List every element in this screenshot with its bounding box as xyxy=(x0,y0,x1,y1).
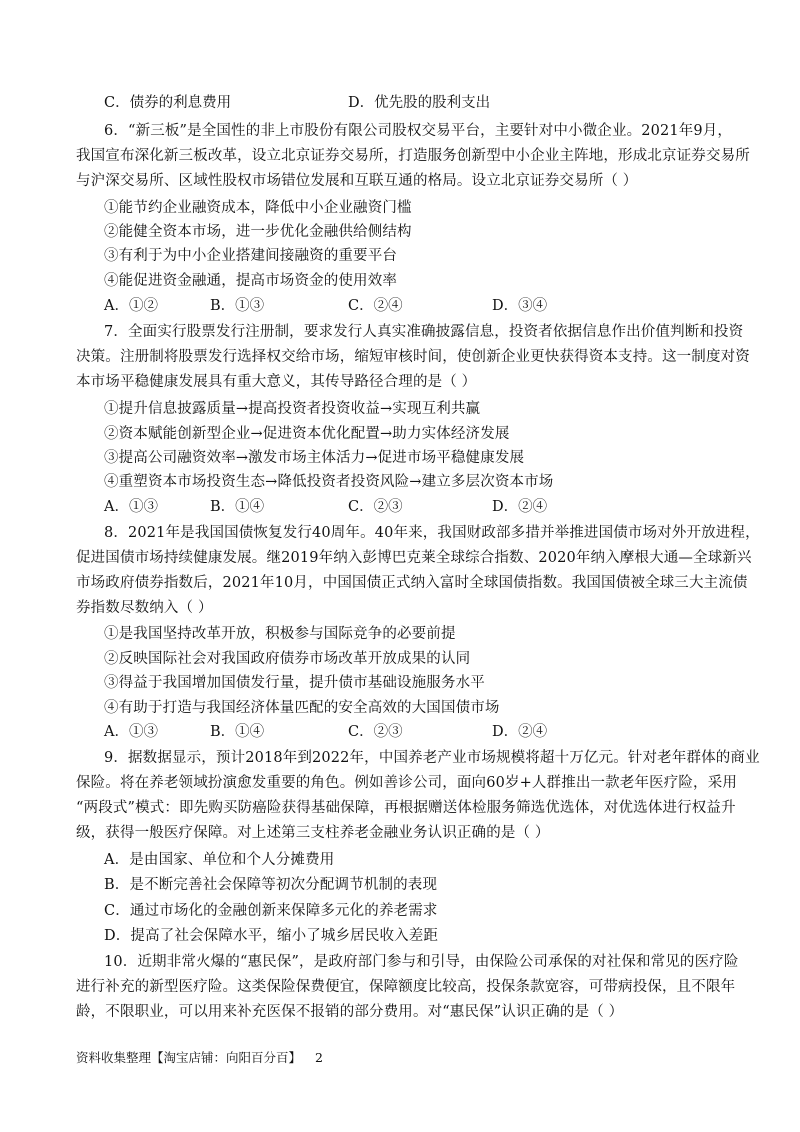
q9-stem-line-2: 保险。将在养老领域扮演愈发重要的角色。例如善诊公司，面向60岁+人群推出一款老年医疗险，采用 xyxy=(76,775,737,791)
q9-choice-c: C．通过市场化的金融创新来保障多元化的养老需求 xyxy=(104,903,438,919)
q7-option-b: B．①④ xyxy=(210,499,265,515)
q8-stem-line-1: 8．2021年是我国国债恢复发行40周年。40年来，我国财政部多措并举推进国债市场对外开放进程， xyxy=(104,525,760,541)
q7-stem-line-3: 本市场平稳健康发展具有重大意义，其传导路径合理的是（ ） xyxy=(76,374,477,390)
q7-item-4: ④重塑资本市场投资生态→降低投资者投资风险→建立多层次资本市场 xyxy=(104,474,554,490)
q8-option-c: C．②③ xyxy=(348,724,403,740)
q7-item-2: ②资本赋能创新型企业→促进资本优化配置→助力实体经济发展 xyxy=(104,426,510,442)
q6-stem-line-1: 6．“新三板”是全国性的非上市股份有限公司股权交易平台，主要针对中小微企业。2021年9月， xyxy=(104,123,733,139)
q8-stem-line-3: 市场政府债券指数后，2021年10月，中国国债正式纳入富时全球国债指数。我国国债被全球三大主流债 xyxy=(76,575,748,591)
q6-stem-line-3: 与沪深交易所、区域性股权市场错位发展和互联互通的格局。设立北京证券交易所（ ） xyxy=(76,173,638,189)
q8-item-1: ①是我国坚持改革开放，积极参与国际竞争的必要前提 xyxy=(104,626,456,642)
q7-option-c: C．②③ xyxy=(348,499,403,515)
q10-stem-line-1: 10．近期非常火爆的“惠民保”，是政府部门参与和引导，由保险公司承保的对社保和常见的医疗险 xyxy=(104,954,739,970)
q8-item-2: ②反映国际社会对我国政府债券市场改革开放成果的认同 xyxy=(104,651,471,667)
option-d: D．优先股的股利支出 xyxy=(348,95,491,111)
q6-item-1: ①能节约企业融资成本，降低中小企业融资门槛 xyxy=(104,200,412,216)
q8-item-3: ③得益于我国增加国债发行量，提升债市基础设施服务水平 xyxy=(104,675,485,691)
option-c: C．债券的利息费用 xyxy=(104,95,232,111)
q9-stem-line-1: 9．据数据显示，预计2018年到2022年，中国养老产业市场规模将超十万亿元。针对老年群体的商业 xyxy=(104,750,760,766)
page-number: 2 xyxy=(315,1050,323,1065)
q9-choice-a: A．是由国家、单位和个人分摊费用 xyxy=(104,852,335,868)
q10-stem-line-2: 进行补充的新型医疗险。这类保险保费便宜，保障额度比较高，投保条款宽容，可带病投保，且不限年 xyxy=(76,979,736,995)
q6-option-b: B．①③ xyxy=(210,298,265,314)
q7-stem-line-1: 7．全面实行股票发行注册制，要求发行人真实准确披露信息，投资者依据信息作出价值判断和投资 xyxy=(104,324,744,340)
q9-stem-line-3: “两段式”模式：即先购买防癌险获得基础保障，再根据赠送体检服务筛选优选体，对优选体进行权益升 xyxy=(76,800,736,816)
q8-item-4: ④有助于打造与我国经济体量匹配的安全高效的大国国债市场 xyxy=(104,700,500,716)
q8-stem-line-4: 券指数尽数纳入（ ） xyxy=(76,600,213,616)
q8-option-a: A．①③ xyxy=(104,724,158,740)
q7-option-d: D．②④ xyxy=(492,499,548,515)
q6-item-4: ④能促进资金融通，提高市场资金的使用效率 xyxy=(104,273,397,289)
q6-option-c: C．②④ xyxy=(348,298,403,314)
q7-stem-line-2: 决策。注册制将股票发行选择权交给市场，缩短审核时间，使创新企业更快获得资本支持。这一制度对资 xyxy=(76,349,750,365)
q9-choice-d: D．提高了社会保障水平，缩小了城乡居民收入差距 xyxy=(104,928,439,944)
q7-option-a: A．①③ xyxy=(104,499,158,515)
q6-option-a: A．①② xyxy=(104,298,158,314)
q6-option-d: D．③④ xyxy=(492,298,548,314)
q7-item-1: ①提升信息披露质量→提高投资者投资收益→实现互利共赢 xyxy=(104,401,481,417)
q9-choice-b: B．是不断完善社会保障等初次分配调节机制的表现 xyxy=(104,877,438,893)
q6-item-3: ③有利于为中小企业搭建间接融资的重要平台 xyxy=(104,248,397,264)
q8-option-b: B．①④ xyxy=(210,724,265,740)
q8-stem-line-2: 促进国债市场持续健康发展。继2019年纳入彭博巴克莱全球综合指数、2020年纳入摩根大通—全球新兴 xyxy=(76,550,752,566)
footer-text: 资料收集整理【淘宝店铺：向阳百分百】 xyxy=(76,1050,302,1065)
q6-item-2: ②能健全资本市场，进一步优化金融供给侧结构 xyxy=(104,224,412,240)
q7-item-3: ③提高公司融资效率→激发市场主体活力→促进市场平稳健康发展 xyxy=(104,450,525,466)
q6-stem-line-2: 我国宣布深化新三板改革，设立北京证券交易所，打造服务创新型中小企业主阵地，形成北京证券交易所 xyxy=(76,148,750,164)
q8-option-d: D．②④ xyxy=(492,724,548,740)
page-footer xyxy=(76,1049,323,1067)
q10-stem-line-3: 龄，不限职业，可以用来补充医保不报销的部分费用。对“惠民保”认识正确的是（ ） xyxy=(76,1004,624,1020)
q9-stem-line-4: 级，获得一般医疗保障。对上述第三支柱养老金融业务认识正确的是（ ） xyxy=(76,825,550,841)
